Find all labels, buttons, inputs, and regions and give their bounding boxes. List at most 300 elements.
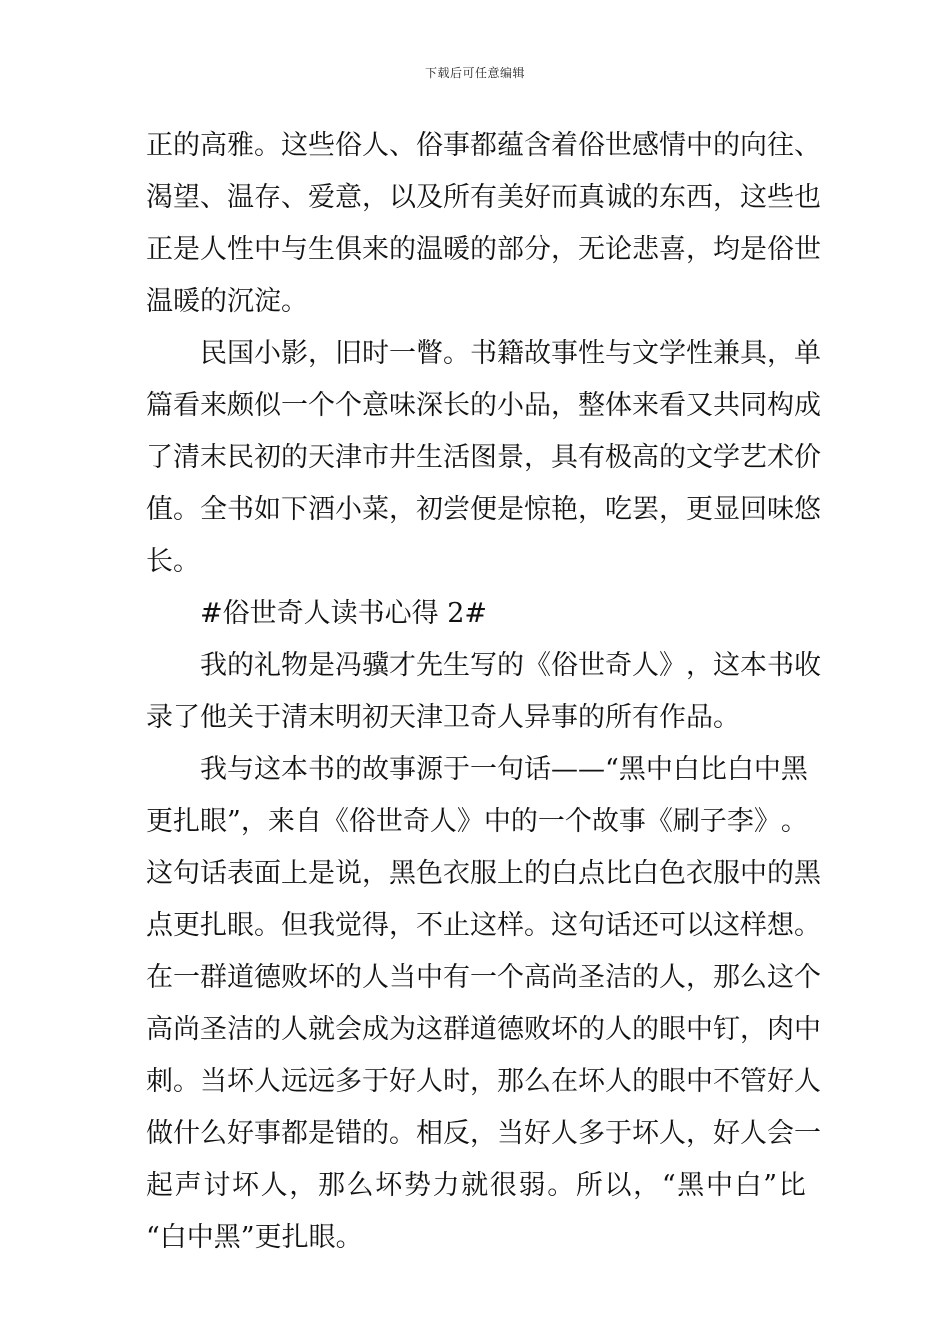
text-char: 是 — [173, 234, 200, 265]
text-char: 俗 — [416, 130, 443, 161]
text-char: 的 — [362, 1118, 389, 1149]
text-char: 人 — [551, 1118, 578, 1149]
text-char: 的 — [335, 962, 362, 993]
text-char: 末 — [200, 442, 227, 473]
text-char: 篇 — [146, 390, 173, 421]
text-char: 就 — [308, 1014, 335, 1045]
text-char: 旧 — [335, 338, 362, 369]
text-char: 先 — [416, 650, 443, 681]
text-char: 我 — [200, 650, 227, 681]
text-char: 看 — [659, 390, 686, 421]
text-char: 清 — [173, 442, 200, 473]
text-char: 白 — [632, 858, 659, 889]
text-char: 爱 — [308, 182, 335, 213]
text-char: 时 — [362, 338, 389, 369]
text-char: 子 — [699, 806, 727, 837]
text-char: 的 — [632, 962, 659, 993]
text-char: 而 — [551, 182, 578, 213]
text-char: 反 — [443, 1118, 470, 1149]
text-char: 东 — [659, 182, 686, 213]
text-char: 以 — [604, 1170, 632, 1201]
text-line — [146, 380, 821, 432]
text-line — [146, 172, 821, 224]
text-char: 么 — [740, 962, 767, 993]
text-char: 的 — [632, 182, 659, 213]
text-char: 这 — [767, 962, 794, 993]
text-char: 那 — [497, 1066, 524, 1097]
text-line — [146, 484, 821, 536]
text-char: 人 — [200, 234, 227, 265]
text-char: 尚 — [173, 1014, 200, 1045]
text-char: 世 — [794, 234, 821, 265]
text-line — [146, 1056, 821, 1108]
text-char: 表 — [227, 858, 254, 889]
text-char: 是 — [308, 1118, 335, 1149]
text-char: “ — [605, 754, 619, 785]
text-char: 黑 — [677, 1170, 705, 1201]
text-char: 眼 — [659, 1066, 686, 1097]
text-char: 井 — [389, 442, 416, 473]
text-char: 好 — [524, 1118, 551, 1149]
text-char: 这 — [254, 754, 281, 785]
text-char: 当 — [200, 1066, 227, 1097]
text-char: 的 — [497, 650, 524, 681]
text-char: 初 — [416, 494, 443, 525]
text-char: 体 — [605, 390, 632, 421]
text-char: 高 — [524, 962, 551, 993]
text-char: 的 — [470, 390, 497, 421]
text-char: 。 — [389, 1118, 416, 1149]
text-char: 书 — [767, 650, 794, 681]
text-char: 的 — [335, 754, 362, 785]
text-line: 温暖的沉淀。 — [146, 286, 308, 317]
text-char: 眼 — [659, 1014, 686, 1045]
text-char: 话 — [605, 910, 632, 941]
text-char: 向 — [740, 130, 767, 161]
text-char: 为 — [389, 1014, 416, 1045]
text-char: 喜 — [659, 234, 686, 265]
text-char: 瞥 — [416, 338, 443, 369]
text-char: 这 — [713, 910, 740, 941]
text-char: 》 — [659, 650, 686, 681]
text-char: 黑 — [794, 858, 821, 889]
text-char: 性 — [227, 234, 254, 265]
text-char: 影 — [281, 338, 308, 369]
text-char: 。 — [254, 910, 281, 941]
text-char: 情 — [659, 130, 686, 161]
text-char: 及 — [416, 182, 443, 213]
text-char: 多 — [335, 1066, 362, 1097]
text-line — [146, 432, 821, 484]
text-char: 、 — [281, 182, 308, 213]
text-char: 。 — [173, 1066, 200, 1097]
text-char: 初 — [254, 442, 281, 473]
text-char: ， — [240, 806, 268, 837]
text-char: 肉 — [767, 1014, 794, 1045]
text-char: 具 — [740, 338, 767, 369]
text-char: 坏 — [632, 1118, 659, 1149]
text-line — [146, 1004, 821, 1056]
text-char: ， — [362, 858, 389, 889]
text-char: 一 — [281, 390, 308, 421]
text-char: 俗 — [551, 650, 578, 681]
text-char: 坏 — [227, 1066, 254, 1097]
text-char: 市 — [362, 442, 389, 473]
text-char: ， — [470, 1118, 497, 1149]
text-line — [146, 640, 821, 692]
text-char: 骥 — [362, 650, 389, 681]
text-char: 生 — [443, 650, 470, 681]
text-char: 。 — [443, 338, 470, 369]
text-char: 共 — [713, 390, 740, 421]
text-char: 圣 — [578, 962, 605, 993]
text-char: 生 — [416, 442, 443, 473]
text-char: 意 — [362, 390, 389, 421]
text-char: ， — [470, 1066, 497, 1097]
text-char: 意 — [335, 182, 362, 213]
text-char: 学 — [659, 338, 686, 369]
text-char: 望 — [173, 182, 200, 213]
text-char: 书 — [227, 494, 254, 525]
text-char: 味 — [767, 494, 794, 525]
text-char: 讨 — [203, 1170, 231, 1201]
text-char: 含 — [524, 130, 551, 161]
text-char: 小 — [254, 338, 281, 369]
text-char: 刷 — [672, 806, 700, 837]
text-char: 句 — [173, 858, 200, 889]
text-char: ， — [740, 1014, 767, 1045]
text-char: 管 — [740, 1066, 767, 1097]
text-char: 高 — [632, 442, 659, 473]
text-char: 当 — [497, 1118, 524, 1149]
text-char: 好 — [713, 1118, 740, 1149]
text-char: 多 — [578, 1118, 605, 1149]
text-char: 味 — [389, 390, 416, 421]
text-char: 很 — [489, 1170, 517, 1201]
text-char: 扎 — [200, 910, 227, 941]
text-line — [146, 120, 821, 172]
text-char: 文 — [632, 338, 659, 369]
text-char: 文 — [686, 442, 713, 473]
text-char: 比 — [778, 1170, 806, 1201]
text-char: 么 — [200, 1118, 227, 1149]
text-char: 都 — [281, 1118, 308, 1149]
text-char: 些 — [767, 182, 794, 213]
text-char: 中 — [740, 858, 767, 889]
text-char: 津 — [335, 442, 362, 473]
text-char: 中 — [483, 806, 511, 837]
text-char: 个 — [308, 390, 335, 421]
text-char: ， — [524, 442, 551, 473]
text-char: 俗 — [767, 234, 794, 265]
text-char: 色 — [416, 858, 443, 889]
text-char: 高 — [200, 130, 227, 161]
text-char: 、 — [389, 130, 416, 161]
text-char: 以 — [686, 910, 713, 941]
text-char: 天 — [308, 442, 335, 473]
text-char: 、 — [200, 182, 227, 213]
text-char: 书 — [308, 754, 335, 785]
text-char: 的 — [254, 1014, 281, 1045]
text-char: 扎 — [173, 806, 200, 837]
text-char: 话 — [200, 858, 227, 889]
text-char: 温 — [227, 182, 254, 213]
text-char: — — [551, 754, 578, 785]
text-char: 一 — [537, 806, 565, 837]
text-char: 人 — [794, 1066, 821, 1097]
text-char: 的 — [173, 130, 200, 161]
text-char: 人 — [281, 1014, 308, 1045]
text-char: 都 — [470, 130, 497, 161]
text-char: 人 — [260, 1170, 288, 1201]
text-char: 艳 — [551, 494, 578, 525]
text-char: 渴 — [146, 182, 173, 213]
text-char: 时 — [443, 1066, 470, 1097]
text-char: 自 — [294, 806, 322, 837]
text-char: 想 — [767, 910, 794, 941]
text-char: 与 — [227, 754, 254, 785]
text-char: ， — [551, 390, 578, 421]
text-char: 声 — [174, 1170, 202, 1201]
text-char: 长 — [443, 390, 470, 421]
text-char: 坏 — [551, 1014, 578, 1045]
text-char: ， — [686, 1118, 713, 1149]
text-line: “白中黑”更扎眼。 — [146, 1222, 363, 1253]
text-char: 显 — [713, 494, 740, 525]
text-char: 点 — [578, 858, 605, 889]
text-char: 好 — [767, 1066, 794, 1097]
text-char: 人 — [659, 962, 686, 993]
text-char: 中 — [645, 754, 673, 785]
text-char: 暖 — [443, 234, 470, 265]
text-char: 远 — [308, 1066, 335, 1097]
text-char: 的 — [578, 1014, 605, 1045]
text-char: 往 — [767, 130, 794, 161]
text-char: 奇 — [605, 650, 632, 681]
text-char: 坏 — [231, 1170, 259, 1201]
text-char: 了 — [146, 442, 173, 473]
text-char: 事 — [551, 338, 578, 369]
text-char: 均 — [713, 234, 740, 265]
text-char: ， — [767, 338, 794, 369]
text-char: 做 — [146, 1118, 173, 1149]
text-char: 人 — [416, 1066, 443, 1097]
text-char: 。 — [547, 1170, 575, 1201]
text-char: ， — [686, 962, 713, 993]
text-char: 源 — [416, 754, 443, 785]
text-char: 是 — [497, 494, 524, 525]
text-char: 中 — [416, 962, 443, 993]
text-char: 菜 — [362, 494, 389, 525]
text-char: 眼 — [227, 910, 254, 941]
text-line — [146, 952, 821, 1004]
text-char: 当 — [389, 962, 416, 993]
text-char: 》 — [753, 806, 781, 837]
text-char: 的 — [227, 650, 254, 681]
text-char: 民 — [227, 442, 254, 473]
text-char: 尝 — [443, 494, 470, 525]
text-line — [146, 796, 806, 848]
text-char: 与 — [605, 338, 632, 369]
text-char: 这 — [416, 1014, 443, 1045]
text-char: 正 — [146, 130, 173, 161]
text-line: 长。 — [146, 546, 200, 577]
text-char: 黑 — [618, 754, 646, 785]
text-char: 事 — [618, 806, 646, 837]
text-char: 一 — [389, 338, 416, 369]
text-char: ， — [289, 1170, 317, 1201]
text-char: 中 — [686, 130, 713, 161]
text-char: 活 — [443, 442, 470, 473]
text-char: 才 — [389, 650, 416, 681]
text-char: 衣 — [686, 858, 713, 889]
text-char: 分 — [524, 234, 551, 265]
text-char: 更 — [173, 910, 200, 941]
text-char: 物 — [281, 650, 308, 681]
text-char: 远 — [281, 1066, 308, 1097]
text-char: 洁 — [227, 1014, 254, 1045]
text-char: 性 — [578, 338, 605, 369]
text-char: 便 — [470, 494, 497, 525]
text-char: 温 — [416, 234, 443, 265]
text-char: 如 — [254, 494, 281, 525]
text-char: 性 — [686, 338, 713, 369]
text-line — [146, 224, 821, 276]
text-char: 一 — [470, 754, 497, 785]
text-char: 势 — [403, 1170, 431, 1201]
text-char: 感 — [632, 130, 659, 161]
text-line: 录了他关于清末明初天津卫奇人异事的所有作品。 — [146, 702, 740, 733]
text-char: 比 — [699, 754, 727, 785]
text-char: 美 — [497, 182, 524, 213]
text-line — [146, 848, 821, 900]
text-char: 上 — [281, 858, 308, 889]
text-char: 个 — [335, 390, 362, 421]
text-char: 就 — [461, 1170, 489, 1201]
text-char: ， — [633, 1170, 661, 1201]
text-char: 、 — [794, 130, 821, 161]
text-char: ” — [227, 806, 241, 837]
text-char: 籍 — [497, 338, 524, 369]
text-char: ， — [389, 910, 416, 941]
text-line — [146, 328, 821, 380]
text-char: 这 — [740, 182, 767, 213]
text-char: 。 — [794, 910, 821, 941]
text-char: 样 — [740, 910, 767, 941]
text-char: 是 — [740, 234, 767, 265]
text-char: 极 — [605, 442, 632, 473]
text-char: 止 — [443, 910, 470, 941]
text-char: 成 — [794, 390, 821, 421]
text-char: 存 — [254, 182, 281, 213]
text-char: 些 — [308, 130, 335, 161]
text-char: 好 — [227, 1118, 254, 1149]
text-char: 来 — [362, 234, 389, 265]
text-char: 钉 — [713, 1014, 740, 1045]
text-char: 术 — [767, 442, 794, 473]
text-char: 服 — [713, 858, 740, 889]
text-char: 民 — [200, 338, 227, 369]
text-char: 比 — [605, 858, 632, 889]
text-char: 中 — [686, 1066, 713, 1097]
text-char: 。 — [524, 910, 551, 941]
text-char: 蕴 — [497, 130, 524, 161]
text-char: 惊 — [524, 494, 551, 525]
text-char: 俗 — [335, 130, 362, 161]
text-char: ， — [713, 182, 740, 213]
text-char: 全 — [200, 494, 227, 525]
text-char: 会 — [335, 1014, 362, 1045]
text-char: 不 — [416, 910, 443, 941]
text-char: ， — [389, 494, 416, 525]
text-char: 败 — [281, 962, 308, 993]
text-char: 话 — [524, 754, 551, 785]
text-char: 来 — [632, 390, 659, 421]
text-char: 圣 — [200, 1014, 227, 1045]
text-char: 那 — [317, 1170, 345, 1201]
text-char: 这 — [713, 650, 740, 681]
text-char: 于 — [605, 1118, 632, 1149]
text-char: 李 — [726, 806, 754, 837]
text-char: 个 — [564, 806, 592, 837]
text-char: 《 — [321, 806, 349, 837]
text-char: 生 — [308, 234, 335, 265]
text-char: 图 — [470, 442, 497, 473]
text-char: 悲 — [632, 234, 659, 265]
text-char: 学 — [713, 442, 740, 473]
text-char: 服 — [470, 858, 497, 889]
text-char: 德 — [497, 1014, 524, 1045]
text-char: ， — [686, 234, 713, 265]
text-char: 人 — [362, 962, 389, 993]
text-char: 部 — [497, 234, 524, 265]
text-char: 来 — [200, 390, 227, 421]
text-char: 样 — [497, 910, 524, 941]
text-char: 个 — [497, 962, 524, 993]
text-char: 收 — [794, 650, 821, 681]
text-char: 有 — [443, 962, 470, 993]
text-char: 眼 — [200, 806, 227, 837]
text-char: 景 — [497, 442, 524, 473]
text-char: 是 — [308, 858, 335, 889]
text-char: 诚 — [605, 182, 632, 213]
text-char: 《 — [524, 650, 551, 681]
text-char: 吃 — [605, 494, 632, 525]
text-char: 还 — [632, 910, 659, 941]
text-char: 句 — [497, 754, 524, 785]
text-char: 的 — [713, 130, 740, 161]
text-char: 有 — [470, 182, 497, 213]
text-char: 起 — [146, 1170, 173, 1201]
text-char: 坏 — [578, 1066, 605, 1097]
text-char: 着 — [551, 130, 578, 161]
text-char: 说 — [335, 858, 362, 889]
text-char: 的 — [767, 858, 794, 889]
text-char: 人 — [429, 806, 457, 837]
text-char: — — [578, 754, 605, 785]
text-char: 觉 — [335, 910, 362, 941]
text-char: 所 — [443, 182, 470, 213]
text-char: 高 — [146, 1014, 173, 1045]
text-char: ， — [578, 494, 605, 525]
text-char: 么 — [346, 1170, 374, 1201]
text-char: 罢 — [632, 494, 659, 525]
text-char: 黑 — [389, 858, 416, 889]
text-char: ， — [362, 182, 389, 213]
text-char: 群 — [443, 1014, 470, 1045]
text-char: 中 — [686, 1014, 713, 1045]
text-char: 衣 — [443, 858, 470, 889]
